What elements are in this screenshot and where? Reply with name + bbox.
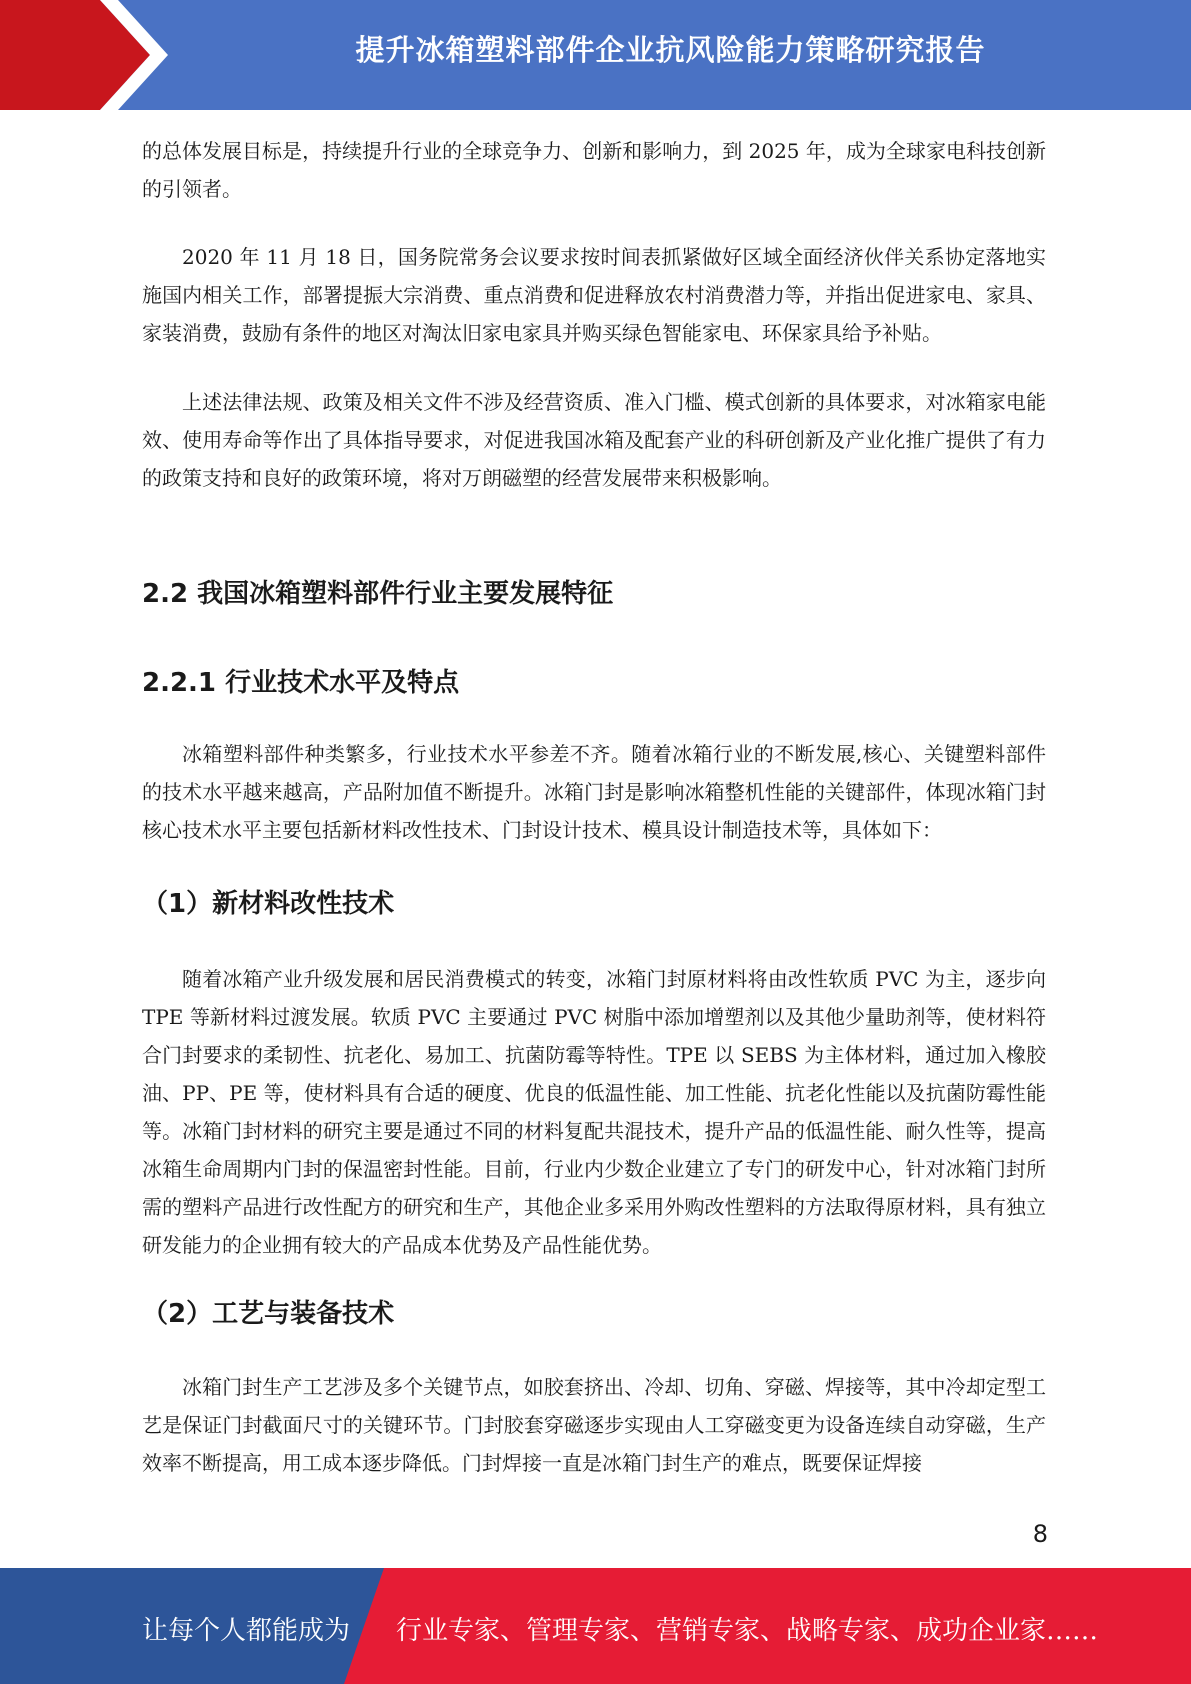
paragraph: 2020 年 11 月 18 日，国务院常务会议要求按时间表抓紧做好区域全面经济伙伴关系协定落地实施国内相关工作，部署提振大宗消费、重点消费和促进释放农村消费潜力等，并指出促进家电、家具、家装消费，鼓励有条件的地区对淘汰旧家电家具并购买绿色智能家电、环保家具给予补贴。: [142, 245, 1046, 345]
page-footer: [0, 1568, 1191, 1684]
paragraph: 冰箱门封生产工艺涉及多个关键节点，如胶套挤出、冷却、切角、穿磁、焊接等，其中冷却定型工艺是保证门封截面尺寸的关键环节。门封胶套穿磁逐步实现由人工穿磁变更为设备连续自动穿磁，生产效率不断提高，用工成本逐步降低。门封焊接一直是冰箱门封生产的难点，既要保证焊接: [142, 1375, 1046, 1475]
page-number: 8: [1032, 1520, 1048, 1548]
paragraph: 上述法律法规、政策及相关文件不涉及经营资质、准入门槛、模式创新的具体要求，对冰箱家电能效、使用寿命等作出了具体指导要求，对促进我国冰箱及配套产业的科研创新及产业化推广提供了有力的政策支持和良好的政策环境，将对万朗磁塑的经营发展带来积极影响。: [142, 390, 1046, 490]
paragraph: 冰箱塑料部件种类繁多，行业技术水平参差不齐。随着冰箱行业的不断发展,核心、关键塑料部件的技术水平越来越高，产品附加值不断提升。冰箱门封是影响冰箱整机性能的关键部件，体现冰箱门封核心技术水平主要包括新材料改性技术、门封设计技术、模具设计制造技术等，具体如下：: [142, 742, 1046, 842]
section-heading-2-2: 2.2 我国冰箱塑料部件行业主要发展特征: [142, 579, 614, 609]
report-title: 提升冰箱塑料部件企业抗风险能力策略研究报告: [355, 33, 986, 67]
page-header: [0, 0, 1191, 110]
footer-slogan-right: 行业专家、管理专家、营销专家、战略专家、成功企业家……: [396, 1616, 1099, 1646]
document-body: [142, 132, 1046, 1482]
paragraph: 随着冰箱产业升级发展和居民消费模式的转变，冰箱门封原材料将由改性软质 PVC 为主，逐步向 TPE 等新材料过渡发展。软质 PVC 主要通过 PVC 树脂中添加增塑剂以及其他少量助剂等，使材料符合门封要求的柔韧性、抗老化、易加工、抗菌防霉等特性。TPE 以 SEBS 为主体材料，通过加入橡胶油、PP、PE 等，使材料具有合适的硬度、优良的低温性能、加工性能、抗老化性能以及抗菌防霉性能等。冰箱门封材料的研究主要是通过不同的材料复配共混技术，提升产品的低温性能、耐久性等，提高冰箱生命周期内门封的保温密封性能。目前，行业内少数企业建立了专门的研发中心，针对冰箱门封所需的塑料产品进行改性配方的研究和生产，其他企业多采用外购改性塑料的方法取得原材料，具有独立研发能力的企业拥有较大的产品成本优势及产品性能优势。: [142, 967, 1046, 1257]
paragraph: 的总体发展目标是，持续提升行业的全球竞争力、创新和影响力，到 2025 年，成为全球家电科技创新的引领者。: [142, 139, 1046, 201]
section-heading-2-2-1: 2.2.1 行业技术水平及特点: [142, 668, 460, 698]
subheading-process-equipment: （2）工艺与装备技术: [142, 1299, 395, 1329]
subheading-new-material: （1）新材料改性技术: [142, 889, 395, 919]
footer-slogan-left: 让每个人都能成为: [142, 1616, 351, 1646]
